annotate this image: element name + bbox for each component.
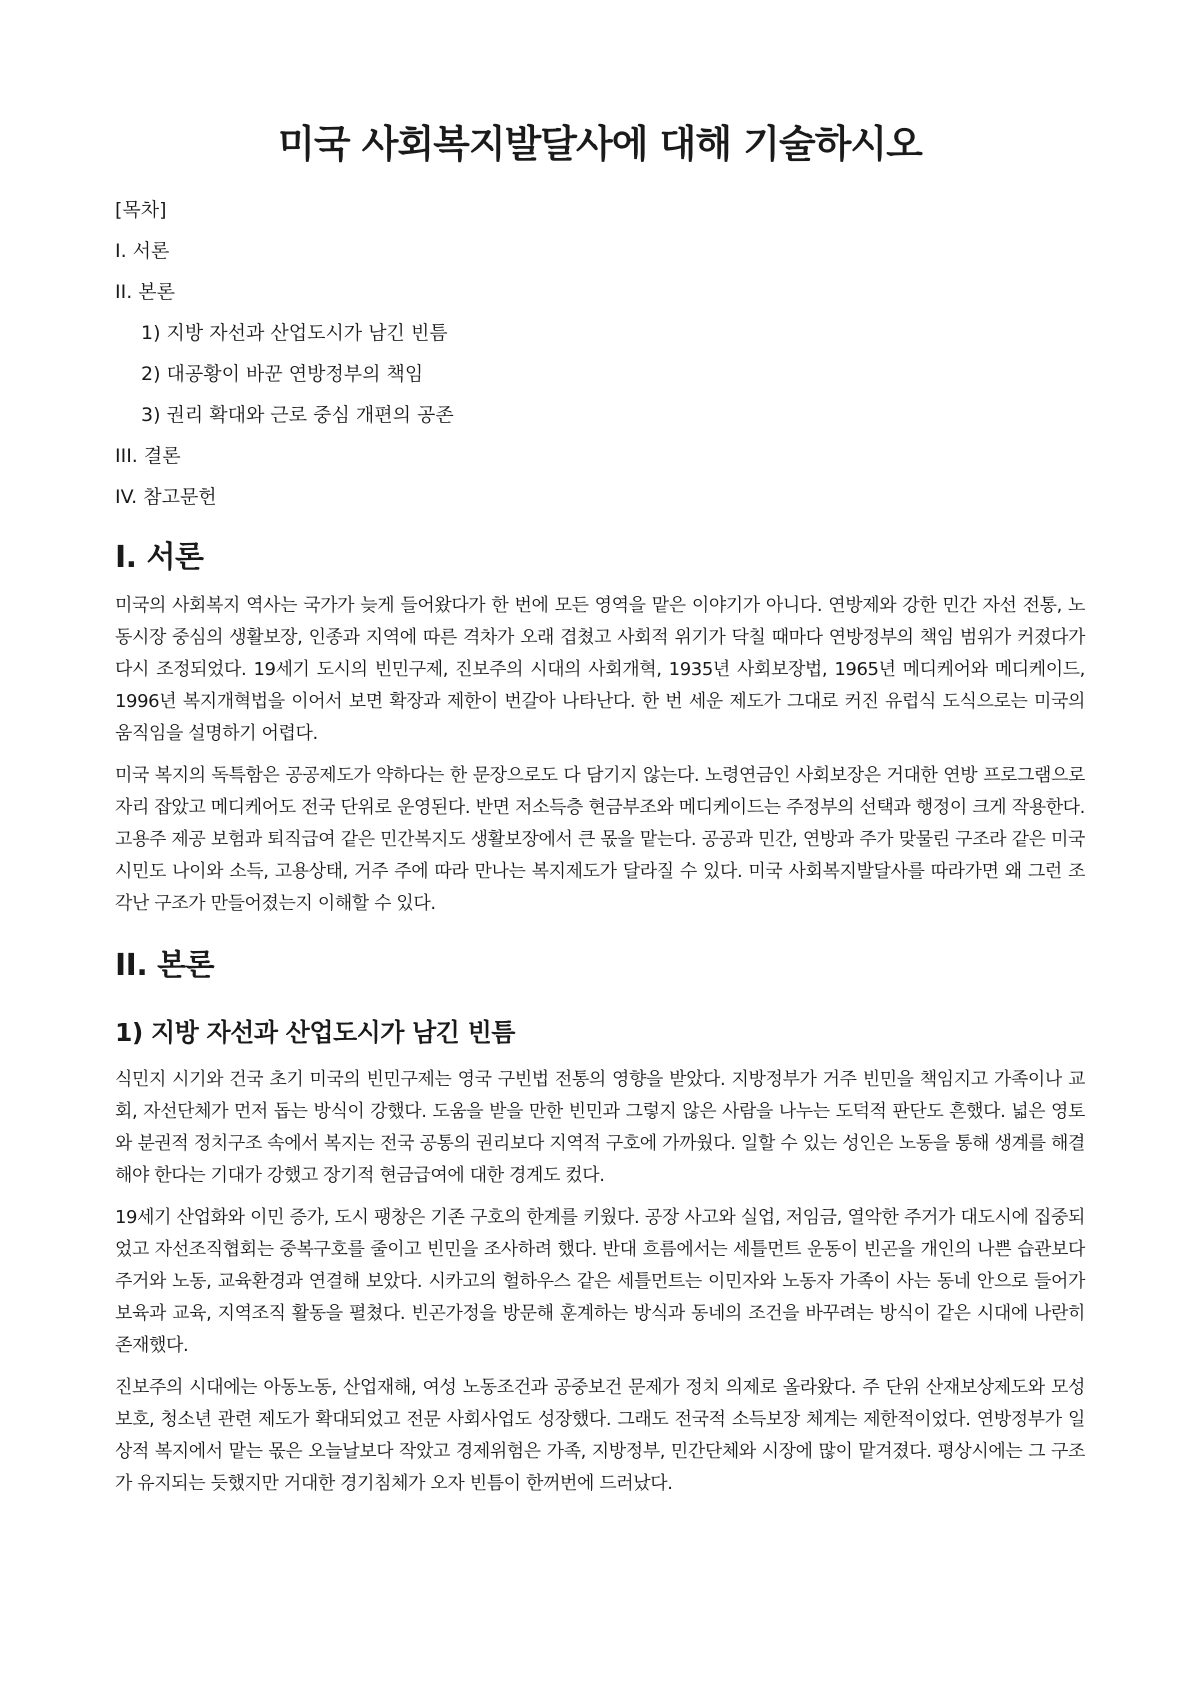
toc-item-references: IV. 참고문헌 [115, 486, 217, 508]
subsection-heading: 1) 지방 자선과 산업도시가 남긴 빈틈 [115, 1018, 515, 1047]
paragraph: 진보주의 시대에는 아동노동, 산업재해, 여성 노동조건과 공중보건 문제가 정치 의제로 올라왔다. 주 단위 산재보상제도와 모성보호, 청소년 관련 제도가 확대되었고 전문 사회사업도 성장했다. 그래도 전국적 소득보장 체계는 제한적이었다. 연방정부가 일상적 복지에서 맡는 몫은 오늘날보다 작았고 경제위험은 가족, 지방정부, 민간단체와 시장에 많이 맡겨졌다. 평상시에는 그 구조가 유지되는 듯했지만 거대한 경기침체가 오자 빈틈이 한꺼번에 드러났다. [115, 1377, 1085, 1494]
paragraph: 식민지 시기와 건국 초기 미국의 빈민구제는 영국 구빈법 전통의 영향을 받았다. 지방정부가 거주 빈민을 책임지고 가족이나 교회, 자선단체가 먼저 돕는 방식이 강했다. 도움을 받을 만한 빈민과 그렇지 않은 사람을 나누는 도덕적 판단도 흔했다. 넓은 영토와 분권적 정치구조 속에서 복지는 전국 공통의 권리보다 지역적 구호에 가까웠다. 일할 수 있는 성인은 노동을 통해 생계를 해결해야 한다는 기대가 강했고 장기적 현금급여에 대한 경계도 컸다. [115, 1069, 1085, 1186]
toc-item-intro: I. 서론 [115, 240, 170, 262]
toc-item-conclusion: III. 결론 [115, 445, 181, 467]
paragraph: 미국 복지의 독특함은 공공제도가 약하다는 한 문장으로도 다 담기지 않는다. 노령연금인 사회보장은 거대한 연방 프로그램으로 자리 잡았고 메디케어도 전국 단위로 운영된다. 반면 저소득층 현금부조와 메디케이드는 주정부의 선택과 행정이 크게 작용한다. 고용주 제공 보험과 퇴직급여 같은 민간복지도 생활보장에서 큰 몫을 맡는다. 공공과 민간, 연방과 주가 맞물린 구조라 같은 미국 시민도 나이와 소득, 고용상태, 거주 주에 따라 만나는 복지제도가 달라질 수 있다. 미국 사회복지발달사를 따라가면 왜 그런 조각난 구조가 만들어졌는지 이해할 수 있다. [115, 765, 1085, 914]
toc-label: [목차] [115, 199, 167, 221]
table-of-contents [115, 198, 1085, 510]
toc-item-body-2: 2) 대공황이 바꾼 연방정부의 책임 [141, 363, 424, 385]
introduction-heading: I. 서론 [115, 540, 204, 575]
toc-item-body-3: 3) 권리 확대와 근로 중심 개편의 공존 [141, 404, 454, 426]
paragraph: 미국의 사회복지 역사는 국가가 늦게 들어왔다가 한 번에 모든 영역을 맡은 이야기가 아니다. 연방제와 강한 민간 자선 전통, 노동시장 중심의 생활보장, 인종과 지역에 따른 격차가 오래 겹쳤고 사회적 위기가 닥칠 때마다 연방정부의 책임 범위가 커졌다가 다시 조정되었다. 19세기 도시의 빈민구제, 진보주의 시대의 사회개혁, 1935년 사회보장법, 1965년 메디케어와 메디케이드, 1996년 복지개혁법을 이어서 보면 확장과 제한이 번갈아 나타난다. 한 번 세운 제도가 그대로 커진 유럽식 도식으로는 미국의 움직임을 설명하기 어렵다. [115, 595, 1085, 744]
document-title: 미국 사회복지발달사에 대해 기술하시오 [278, 122, 922, 166]
toc-item-body-1: 1) 지방 자선과 산업도시가 남긴 빈틈 [141, 322, 448, 344]
body-section [115, 946, 1085, 1500]
introduction-section [115, 538, 1085, 920]
body-heading: II. 본론 [115, 948, 215, 983]
paragraph: 19세기 산업화와 이민 증가, 도시 팽창은 기존 구호의 한계를 키웠다. 공장 사고와 실업, 저임금, 열악한 주거가 대도시에 집중되었고 자선조직협회는 중복구호를 줄이고 빈민을 조사하려 했다. 반대 흐름에서는 세틀먼트 운동이 빈곤을 개인의 나쁜 습관보다 주거와 노동, 교육환경과 연결해 보았다. 시카고의 헐하우스 같은 세틀먼트는 이민자와 노동자 가족이 사는 동네 안으로 들어가 보육과 교육, 지역조직 활동을 펼쳤다. 빈곤가정을 방문해 훈계하는 방식과 동네의 조건을 바꾸려는 방식이 같은 시대에 나란히 존재했다. [115, 1207, 1085, 1356]
toc-item-body: II. 본론 [115, 281, 175, 303]
subsection-1 [115, 1016, 1085, 1500]
